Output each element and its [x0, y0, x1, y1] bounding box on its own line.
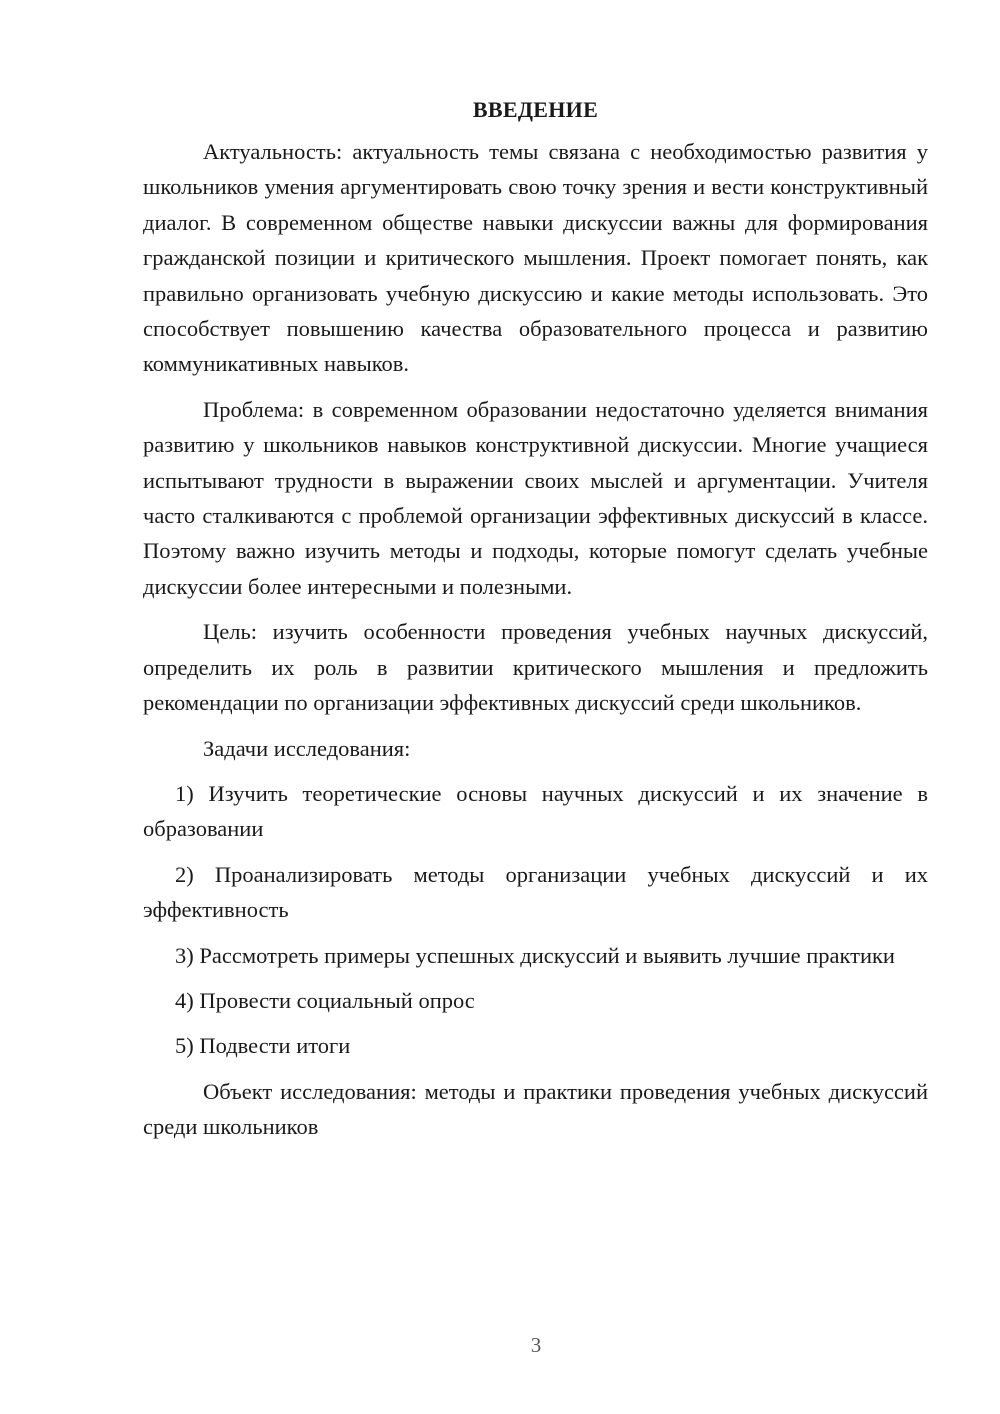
- section-heading: ВВЕДЕНИЕ: [472, 97, 599, 122]
- list-item: 3) Рассмотреть примеры успешных дискуссий и выявить лучшие практики: [175, 942, 895, 968]
- list-item: 2) Проанализировать методы организации учебных дискуссий и их эффективность: [143, 861, 928, 923]
- document-page: [143, 92, 928, 1155]
- tasks-title: Задачи исследования:: [203, 735, 411, 761]
- tasks-list: [143, 776, 928, 1064]
- list-item: 5) Подвести итоги: [175, 1033, 351, 1059]
- object-paragraph: Объект исследования: методы и практики проведения учебных дискуссий среди школьников: [143, 1078, 928, 1140]
- problem-paragraph: Проблема: в современном образовании недостаточно уделяется внимания развитию у школьников навыков конструктивной дискуссии. Многие учащиеся испытывают трудности в выражении своих мыслей и аргументации. Учителя часто сталкиваются с проблемой организации эффективных дискуссий в классе. Поэтому важно изучить методы и подходы, которые помогут сделать учебные дискуссии более интересными и полезными.: [143, 396, 928, 599]
- relevance-paragraph: Актуальность: актуальность темы связана с необходимостью развития у школьников умения аргументировать свою точку зрения и вести конструктивный диалог. В современном обществе навыки дискуссии важны для формирования гражданской позиции и критического мышления. Проект помогает понять, как правильно организовать учебную дискуссию и какие методы использовать. Это способствует повышению качества образовательного процесса и развитию коммуникативных навыков.: [143, 139, 928, 377]
- page-number: 3: [530, 1333, 542, 1357]
- list-item: 1) Изучить теоретические основы научных дискуссий и их значение в образовании: [143, 780, 928, 842]
- goal-paragraph: Цель: изучить особенности проведения учебных научных дискуссий, определить их роль в развитии критического мышления и предложить рекомендации по организации эффективных дискуссий среди школьников.: [143, 619, 928, 716]
- list-item: 4) Провести социальный опрос: [175, 987, 475, 1013]
